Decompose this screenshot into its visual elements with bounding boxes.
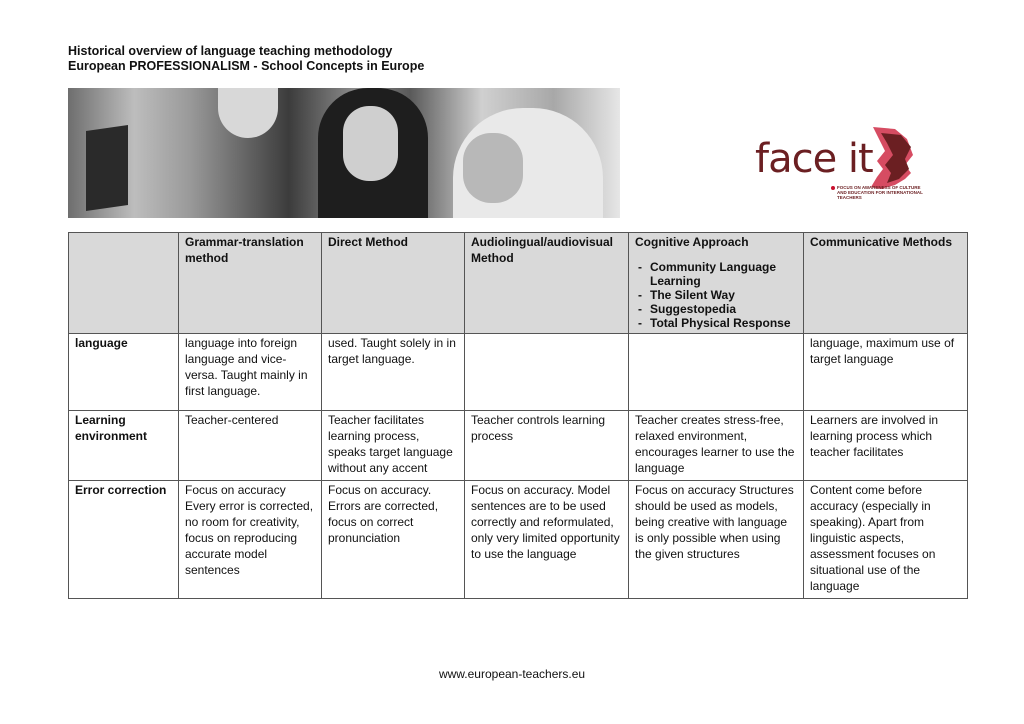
header-title: Historical overview of language teaching methodology [68,44,393,58]
table-cell: Focus on accuracy Structures should be used as models, being creative with language is only possible when using the given structures [629,481,804,599]
table-cell [465,334,629,411]
table-cell: Teacher-centered [179,411,322,481]
table-header-cell-cognitive [629,233,804,334]
table-header-label: Cognitive Approach [635,235,749,249]
list-item: - Community Language Learning [635,260,797,288]
list-item: - Total Physical Response [635,316,797,330]
table-cell: Focus on accuracy. Errors are corrected, focus on correct pronunciation [322,481,465,599]
photo-monitor-shape [86,125,128,211]
table-header-cell: Audiolingual/audiovisual Method [465,233,629,334]
row-label: Learning environment [69,411,179,481]
photo-figure-shape [343,106,398,181]
footer-url: www.european-teachers.eu [438,667,586,681]
logo-tagline: FOCUS ON AWARENESS OF CULTURE AND EDUCATION FOR INTERNATIONAL TEACHERS [837,185,923,200]
table-cell: Focus on accuracy. Model sentences are to be used correctly and reformulated, only very limited opportunity to use the language [465,481,629,599]
table-cell: Teacher controls learning process [465,411,629,481]
cognitive-method-list [635,260,797,330]
table-cell: Content come before accuracy (especially in speaking). Apart from linguistic aspects, assessment focuses on situational use of the language [804,481,968,599]
table-cell: Learners are involved in learning process which teacher facilitates [804,411,968,481]
table-header-row [69,233,968,334]
table-row [69,481,968,599]
row-label: Error correction [69,481,179,599]
table-cell: Teacher creates stress-free, relaxed environment, encourages learner to use the language [629,411,804,481]
table-cell [629,334,804,411]
table-row [69,334,968,411]
table-cell: used. Taught solely in in target language. [322,334,465,411]
logo-bullet [831,186,835,190]
table-cell: Teacher facilitates learning process, speaks target language without any accent [322,411,465,481]
list-item: - The Silent Way [635,288,797,302]
table-cell: language, maximum use of target language [804,334,968,411]
face-it-logo [755,125,925,210]
table-cell: Focus on accuracy Every error is corrected, no room for creativity, focus on reproducing accurate model sentences [179,481,322,599]
header-subtitle: European PROFESSIONALISM - School Concepts in Europe [68,59,425,73]
table-cell: language into foreign language and vice-versa. Taught mainly in first language. [179,334,322,411]
photo-figure-shape [218,88,278,138]
logo-wordmark: face it [755,136,873,182]
row-label: language [69,334,179,411]
methodology-table [68,232,968,599]
photo-figure-shape [463,133,523,203]
table-header-cell: Direct Method [322,233,465,334]
table-header-cell: Communicative Methods [804,233,968,334]
list-item: - Suggestopedia [635,302,797,316]
classroom-photo [68,88,620,218]
table-header-cell [69,233,179,334]
document-header [68,44,424,74]
table-row [69,411,968,481]
table-header-cell: Grammar-translation method [179,233,322,334]
